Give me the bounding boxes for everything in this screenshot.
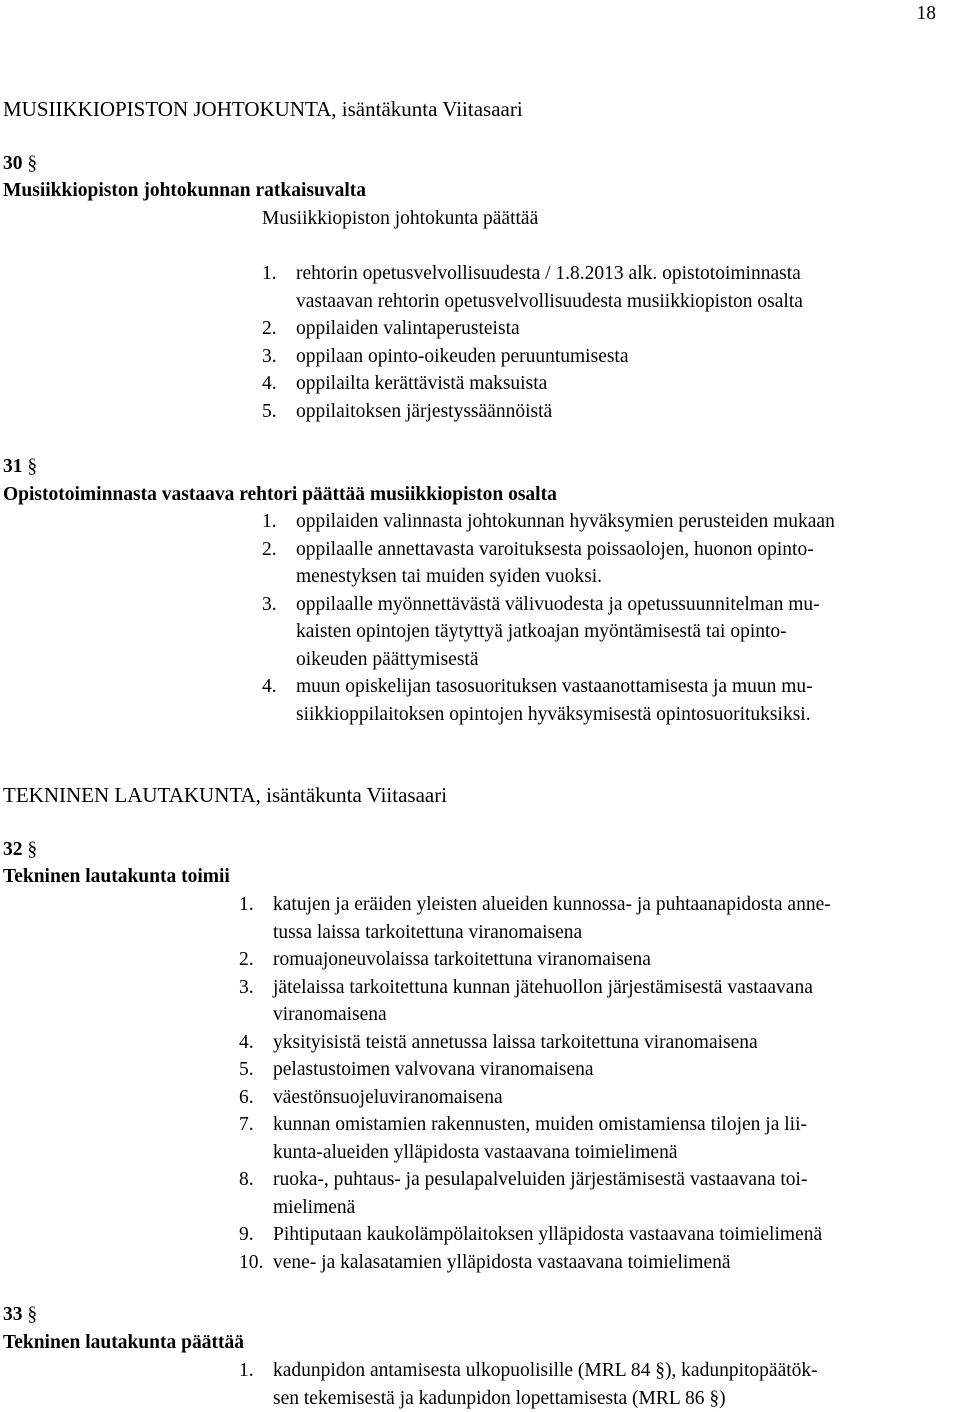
list-paragraph-30 bbox=[262, 260, 803, 425]
list-item: 4. yksityisistä teistä annetussa laissa tarkoitettuna viranomaisena bbox=[239, 1031, 758, 1053]
list-item: 2. oppilaalle annettavasta varoituksesta poissaolojen, huonon opinto- menestyksen tai muiden syiden vuoksi. bbox=[262, 538, 814, 587]
paragraph-number: 33 bbox=[3, 1304, 23, 1325]
list-item: 8. ruoka-, puhtaus- ja pesulapalveluiden järjestämisestä vastaavana toi- mielimenä bbox=[239, 1169, 808, 1218]
paragraph-title-33: Tekninen lautakunta päättää bbox=[3, 1332, 244, 1353]
list-item: 9. Pihtiputaan kaukolämpölaitoksen ylläpidosta vastaavana toimielimenä bbox=[239, 1224, 823, 1245]
paragraph-number-30 bbox=[3, 150, 37, 178]
paragraph-title-32: Tekninen lautakunta toimii bbox=[3, 866, 230, 887]
list-item: 2. oppilaiden valintaperusteista bbox=[262, 318, 520, 339]
list-item: 6. väestönsuojeluviranomaisena bbox=[239, 1086, 503, 1108]
list-item: 4. oppilailta kerättävistä maksuista bbox=[262, 373, 548, 394]
list-item: 7. kunnan omistamien rakennusten, muiden omistamiensa tilojen ja lii- kunta-alueiden ylläpidosta vastaavana toimielimenä bbox=[239, 1114, 807, 1163]
list-item: 3. oppilaalle myönnettävästä välivuodesta ja opetussuunnitelman mu- kaisten opintojen täytyttyä jatkoajan myöntämisestä tai opinto- oikeuden päättymisestä bbox=[262, 593, 820, 670]
page-number: 18 bbox=[916, 3, 936, 24]
list-item: 5. pelastustoimen valvovana viranomaisena bbox=[239, 1059, 594, 1080]
list-item: 5. oppilaitoksen järjestyssäännöistä bbox=[262, 400, 553, 422]
section-sign-icon: § bbox=[27, 456, 38, 477]
paragraph-subtitle-30: Musiikkiopiston johtokunta päättää bbox=[262, 208, 539, 229]
list-item: 3. oppilaan opinto-oikeuden peruuntumisesta bbox=[262, 345, 629, 367]
section-heading-musiikkiopisto: MUSIIKKIOPISTON JOHTOKUNTA, isäntäkunta Viitasaari bbox=[3, 97, 523, 121]
list-item: 3. jätelaissa tarkoitettuna kunnan jätehuollon järjestämisestä vastaavana viranomaisena bbox=[239, 976, 813, 1025]
paragraph-number-32 bbox=[3, 836, 37, 864]
list-paragraph-32 bbox=[239, 891, 831, 1276]
list-item: 4. muun opiskelijan tasosuorituksen vastaanottamisesta ja muun mu- siikkioppilaitoksen opintojen hyväksymisestä opintosuorituksiksi. bbox=[262, 676, 813, 725]
list-item: 2. romuajoneuvolaissa tarkoitettuna viranomaisena bbox=[239, 949, 651, 970]
list-paragraph-33 bbox=[239, 1357, 818, 1412]
paragraph-number: 31 bbox=[3, 456, 23, 477]
section-sign-icon: § bbox=[27, 839, 38, 860]
paragraph-number: 30 bbox=[3, 153, 23, 174]
paragraph-number-31 bbox=[3, 453, 37, 481]
list-item: 1. rehtorin opetusvelvollisuudesta / 1.8.2013 alk. opistotoiminnasta vastaavan rehtorin opetusvelvollisuudesta musiikkiopiston osalta bbox=[262, 263, 803, 312]
paragraph-number: 32 bbox=[3, 839, 23, 860]
list-item: 10. vene- ja kalasatamien ylläpidosta vastaavana toimielimenä bbox=[239, 1251, 731, 1273]
list-item: 1. oppilaiden valinnasta johtokunnan hyväksymien perusteiden mukaan bbox=[262, 511, 835, 532]
list-item: 1. katujen ja eräiden yleisten alueiden kunnossa- ja puhtaanapidosta anne- tussa laissa tarkoitettuna viranomaisena bbox=[239, 894, 831, 943]
paragraph-title-31: Opistotoiminnasta vastaava rehtori päättää musiikkiopiston osalta bbox=[3, 484, 557, 505]
section-heading-tekninen: TEKNINEN LAUTAKUNTA, isäntäkunta Viitasaari bbox=[3, 783, 448, 807]
section-sign-icon: § bbox=[27, 1304, 38, 1325]
paragraph-title-30: Musiikkiopiston johtokunnan ratkaisuvalta bbox=[3, 180, 367, 201]
section-sign-icon: § bbox=[27, 153, 38, 174]
paragraph-number-33 bbox=[3, 1301, 37, 1329]
list-paragraph-31 bbox=[262, 508, 835, 728]
list-item: 1. kadunpidon antamisesta ulkopuolisille (MRL 84 §), kadunpitopäätök- sen tekemisestä ja kadunpidon lopettamisesta (MRL 86 §) bbox=[239, 1360, 818, 1409]
